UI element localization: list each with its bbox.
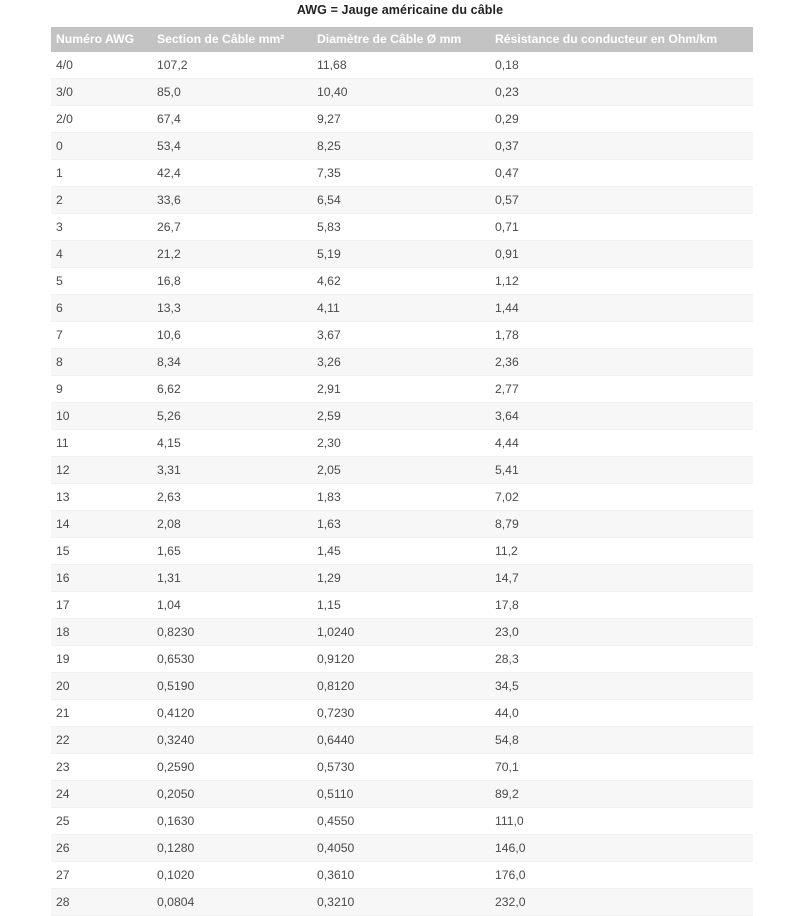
table-row — [51, 619, 753, 646]
table-header — [51, 27, 753, 52]
cell-cable-diameter: 0,9120 — [312, 646, 490, 673]
cell-cable-section: 0,3240 — [152, 727, 312, 754]
table-header-row — [51, 27, 753, 52]
cell-awg-number: 14 — [51, 511, 152, 538]
cell-cable-diameter: 0,3210 — [312, 889, 490, 916]
cell-awg-number: 0 — [51, 133, 152, 160]
table-row — [51, 457, 753, 484]
cell-cable-section: 1,04 — [152, 592, 312, 619]
cell-cable-diameter: 9,27 — [312, 106, 490, 133]
cell-conductor-resistance: 0,57 — [490, 187, 753, 214]
cell-cable-diameter: 7,35 — [312, 160, 490, 187]
cell-cable-section: 21,2 — [152, 241, 312, 268]
cell-cable-diameter: 2,30 — [312, 430, 490, 457]
cell-awg-number: 2 — [51, 187, 152, 214]
cell-awg-number: 15 — [51, 538, 152, 565]
column-header-awg-number: Numéro AWG — [51, 27, 152, 52]
table-row — [51, 430, 753, 457]
cell-awg-number: 19 — [51, 646, 152, 673]
cell-cable-section: 4,15 — [152, 430, 312, 457]
table-row — [51, 565, 753, 592]
cell-conductor-resistance: 0,29 — [490, 106, 753, 133]
cell-awg-number: 5 — [51, 268, 152, 295]
cell-cable-section: 42,4 — [152, 160, 312, 187]
table-row — [51, 646, 753, 673]
cell-awg-number: 20 — [51, 673, 152, 700]
cell-cable-section: 1,65 — [152, 538, 312, 565]
cell-cable-section: 85,0 — [152, 79, 312, 106]
cell-cable-diameter: 8,25 — [312, 133, 490, 160]
cell-awg-number: 8 — [51, 349, 152, 376]
cell-conductor-resistance: 1,78 — [490, 322, 753, 349]
table-row — [51, 268, 753, 295]
cell-awg-number: 7 — [51, 322, 152, 349]
cell-awg-number: 23 — [51, 754, 152, 781]
table-row — [51, 673, 753, 700]
cell-conductor-resistance: 70,1 — [490, 754, 753, 781]
cell-cable-diameter: 0,4550 — [312, 808, 490, 835]
cell-conductor-resistance: 17,8 — [490, 592, 753, 619]
cell-awg-number: 10 — [51, 403, 152, 430]
cell-awg-number: 2/0 — [51, 106, 152, 133]
cell-conductor-resistance: 0,71 — [490, 214, 753, 241]
awg-gauge-table — [51, 27, 753, 916]
cell-cable-diameter: 0,7230 — [312, 700, 490, 727]
cell-cable-diameter: 1,45 — [312, 538, 490, 565]
table-row — [51, 52, 753, 79]
cell-conductor-resistance: 176,0 — [490, 862, 753, 889]
table-row — [51, 133, 753, 160]
cell-conductor-resistance: 11,2 — [490, 538, 753, 565]
cell-awg-number: 17 — [51, 592, 152, 619]
cell-cable-diameter: 0,6440 — [312, 727, 490, 754]
cell-cable-section: 6,62 — [152, 376, 312, 403]
cell-conductor-resistance: 5,41 — [490, 457, 753, 484]
cell-awg-number: 26 — [51, 835, 152, 862]
cell-awg-number: 3/0 — [51, 79, 152, 106]
cell-cable-section: 3,31 — [152, 457, 312, 484]
cell-awg-number: 21 — [51, 700, 152, 727]
cell-awg-number: 6 — [51, 295, 152, 322]
cell-awg-number: 4 — [51, 241, 152, 268]
cell-cable-section: 0,0804 — [152, 889, 312, 916]
cell-cable-section: 0,4120 — [152, 700, 312, 727]
cell-cable-section: 0,8230 — [152, 619, 312, 646]
cell-cable-section: 16,8 — [152, 268, 312, 295]
cell-cable-diameter: 5,83 — [312, 214, 490, 241]
page-title: AWG = Jauge américaine du câble — [296, 3, 504, 17]
cell-cable-section: 0,1020 — [152, 862, 312, 889]
cell-awg-number: 22 — [51, 727, 152, 754]
cell-cable-section: 0,2590 — [152, 754, 312, 781]
table-row — [51, 727, 753, 754]
cell-cable-diameter: 0,3610 — [312, 862, 490, 889]
cell-cable-section: 26,7 — [152, 214, 312, 241]
column-header-cable-diameter: Diamètre de Câble Ø mm — [312, 27, 490, 52]
cell-cable-diameter: 2,91 — [312, 376, 490, 403]
cell-cable-section: 2,63 — [152, 484, 312, 511]
table-row — [51, 295, 753, 322]
cell-cable-section: 107,2 — [152, 52, 312, 79]
table-row — [51, 160, 753, 187]
cell-awg-number: 12 — [51, 457, 152, 484]
cell-conductor-resistance: 28,3 — [490, 646, 753, 673]
table-row — [51, 538, 753, 565]
table-row — [51, 403, 753, 430]
cell-awg-number: 28 — [51, 889, 152, 916]
cell-cable-diameter: 11,68 — [312, 52, 490, 79]
cell-conductor-resistance: 3,64 — [490, 403, 753, 430]
cell-conductor-resistance: 2,36 — [490, 349, 753, 376]
cell-cable-section: 0,2050 — [152, 781, 312, 808]
cell-cable-diameter: 0,4050 — [312, 835, 490, 862]
table-row — [51, 187, 753, 214]
cell-cable-diameter: 3,67 — [312, 322, 490, 349]
table-row — [51, 349, 753, 376]
cell-conductor-resistance: 7,02 — [490, 484, 753, 511]
cell-conductor-resistance: 34,5 — [490, 673, 753, 700]
cell-conductor-resistance: 1,12 — [490, 268, 753, 295]
table-row — [51, 862, 753, 889]
cell-conductor-resistance: 1,44 — [490, 295, 753, 322]
cell-conductor-resistance: 8,79 — [490, 511, 753, 538]
cell-conductor-resistance: 146,0 — [490, 835, 753, 862]
table-row — [51, 241, 753, 268]
table-row — [51, 808, 753, 835]
table-body — [51, 52, 753, 916]
cell-conductor-resistance: 54,8 — [490, 727, 753, 754]
cell-conductor-resistance: 44,0 — [490, 700, 753, 727]
cell-conductor-resistance: 232,0 — [490, 889, 753, 916]
cell-cable-diameter: 3,26 — [312, 349, 490, 376]
table-row — [51, 835, 753, 862]
cell-conductor-resistance: 0,47 — [490, 160, 753, 187]
cell-conductor-resistance: 0,23 — [490, 79, 753, 106]
cell-cable-diameter: 0,5730 — [312, 754, 490, 781]
cell-cable-diameter: 2,05 — [312, 457, 490, 484]
cell-cable-section: 2,08 — [152, 511, 312, 538]
cell-cable-section: 1,31 — [152, 565, 312, 592]
cell-awg-number: 3 — [51, 214, 152, 241]
cell-awg-number: 27 — [51, 862, 152, 889]
cell-conductor-resistance: 0,91 — [490, 241, 753, 268]
cell-cable-section: 33,6 — [152, 187, 312, 214]
cell-cable-section: 10,6 — [152, 322, 312, 349]
table-row — [51, 79, 753, 106]
cell-cable-diameter: 1,83 — [312, 484, 490, 511]
cell-cable-diameter: 6,54 — [312, 187, 490, 214]
cell-cable-section: 13,3 — [152, 295, 312, 322]
cell-awg-number: 11 — [51, 430, 152, 457]
cell-conductor-resistance: 14,7 — [490, 565, 753, 592]
cell-cable-section: 0,5190 — [152, 673, 312, 700]
table-row — [51, 781, 753, 808]
cell-cable-diameter: 0,5110 — [312, 781, 490, 808]
table-row — [51, 592, 753, 619]
cell-awg-number: 24 — [51, 781, 152, 808]
cell-conductor-resistance: 0,18 — [490, 52, 753, 79]
cell-cable-diameter: 1,29 — [312, 565, 490, 592]
cell-conductor-resistance: 0,37 — [490, 133, 753, 160]
cell-cable-section: 0,1280 — [152, 835, 312, 862]
table-row — [51, 754, 753, 781]
table-row — [51, 889, 753, 916]
cell-cable-diameter: 2,59 — [312, 403, 490, 430]
cell-conductor-resistance: 2,77 — [490, 376, 753, 403]
cell-awg-number: 9 — [51, 376, 152, 403]
table-row — [51, 511, 753, 538]
cell-awg-number: 4/0 — [51, 52, 152, 79]
table-row — [51, 700, 753, 727]
cell-cable-section: 67,4 — [152, 106, 312, 133]
cell-cable-diameter: 5,19 — [312, 241, 490, 268]
cell-awg-number: 25 — [51, 808, 152, 835]
cell-conductor-resistance: 89,2 — [490, 781, 753, 808]
column-header-cable-section: Section de Câble mm² — [152, 27, 312, 52]
cell-awg-number: 18 — [51, 619, 152, 646]
table-row — [51, 376, 753, 403]
cell-cable-diameter: 1,0240 — [312, 619, 490, 646]
cell-awg-number: 16 — [51, 565, 152, 592]
cell-cable-diameter: 4,62 — [312, 268, 490, 295]
cell-cable-diameter: 1,63 — [312, 511, 490, 538]
cell-cable-section: 8,34 — [152, 349, 312, 376]
cell-cable-section: 53,4 — [152, 133, 312, 160]
cell-cable-diameter: 1,15 — [312, 592, 490, 619]
cell-cable-diameter: 10,40 — [312, 79, 490, 106]
cell-cable-section: 0,6530 — [152, 646, 312, 673]
table-row — [51, 322, 753, 349]
cell-cable-diameter: 4,11 — [312, 295, 490, 322]
cell-cable-diameter: 0,8120 — [312, 673, 490, 700]
cell-awg-number: 13 — [51, 484, 152, 511]
table-row — [51, 214, 753, 241]
column-header-conductor-resistance: Résistance du conducteur en Ohm/km — [490, 27, 753, 52]
table-row — [51, 106, 753, 133]
cell-cable-section: 0,1630 — [152, 808, 312, 835]
cell-awg-number: 1 — [51, 160, 152, 187]
cell-conductor-resistance: 23,0 — [490, 619, 753, 646]
cell-cable-section: 5,26 — [152, 403, 312, 430]
cell-conductor-resistance: 4,44 — [490, 430, 753, 457]
cell-conductor-resistance: 111,0 — [490, 808, 753, 835]
table-row — [51, 484, 753, 511]
